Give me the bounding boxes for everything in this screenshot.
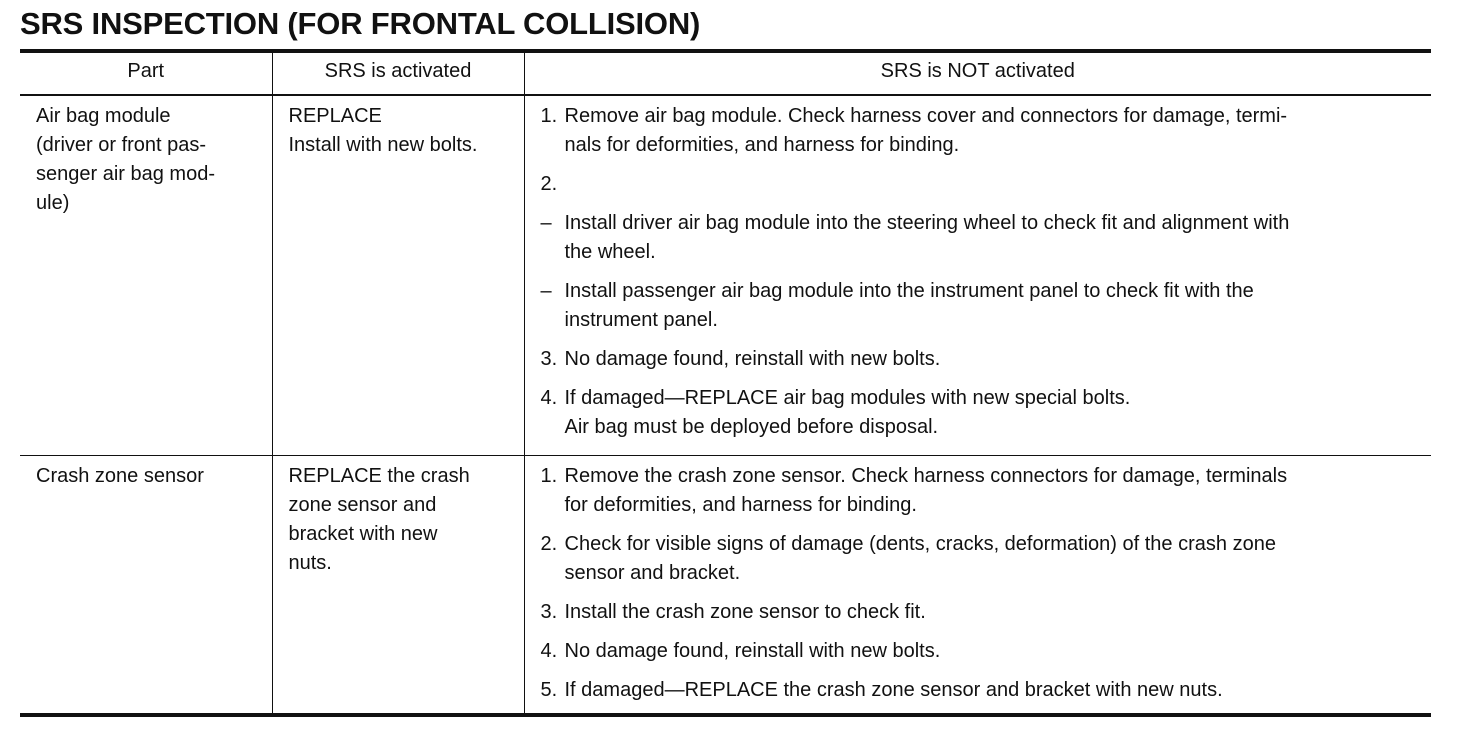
step-marker: 4. xyxy=(540,640,558,662)
activated-instruction: Install with new bolts. xyxy=(288,134,478,156)
header-part: Part xyxy=(20,51,272,95)
part-name: Crash zone sensor xyxy=(36,465,204,487)
step-item xyxy=(541,462,1418,520)
part-name-line: senger air bag mod- xyxy=(36,163,215,185)
part-name-line: ule) xyxy=(36,192,70,214)
step-text: Remove air bag module. Check harness cover and connectors for damage, termi- nals for deformities, and harness for binding. xyxy=(564,105,1288,156)
document-title: SRS INSPECTION (FOR FRONTAL COLLISION) xyxy=(20,6,701,41)
step-item xyxy=(541,170,1418,199)
dash-marker: – xyxy=(540,280,552,302)
part-cell xyxy=(20,95,272,456)
step-marker: 2. xyxy=(540,173,558,195)
step-item xyxy=(541,345,1418,374)
step-item xyxy=(541,384,1418,442)
step-item xyxy=(541,676,1418,705)
header-srs-activated: SRS is activated xyxy=(272,51,524,95)
step-marker: 4. xyxy=(540,387,558,409)
step-item xyxy=(541,530,1418,588)
table-header-row xyxy=(20,51,1431,95)
step-item xyxy=(541,598,1418,627)
step-text xyxy=(565,170,1418,199)
step-marker: 2. xyxy=(540,533,558,555)
step-item xyxy=(541,637,1418,666)
step-text: No damage found, reinstall with new bolts. xyxy=(564,640,941,662)
step-item xyxy=(541,102,1418,160)
part-name-line: Air bag module xyxy=(36,105,171,127)
step-list xyxy=(541,102,1418,442)
activated-action: REPLACE the crash zone sensor and bracket with new nuts. xyxy=(288,465,470,574)
step-text: Install passenger air bag module into the instrument panel to check fit with the instrument panel. xyxy=(564,280,1254,331)
activated-action: REPLACE xyxy=(288,105,382,127)
sub-step-item xyxy=(541,277,1418,335)
not-activated-cell xyxy=(524,456,1431,716)
step-text: If damaged—REPLACE air bag modules with new special bolts. xyxy=(564,387,1131,409)
srs-inspection-table xyxy=(20,49,1431,717)
step-text: Remove the crash zone sensor. Check harness connectors for damage, terminals for deformities, and harness for binding. xyxy=(564,465,1288,516)
sub-step-item xyxy=(541,209,1418,267)
part-cell xyxy=(20,456,272,716)
dash-marker: – xyxy=(540,212,552,234)
step-marker: 3. xyxy=(540,601,558,623)
step-text: Install driver air bag module into the steering wheel to check fit and alignment with the wheel. xyxy=(564,212,1290,263)
not-activated-cell xyxy=(524,95,1431,456)
table-row-crash-zone-sensor xyxy=(20,456,1431,716)
step-text: Check for visible signs of damage (dents, cracks, deformation) of the crash zone sensor and bracket. xyxy=(564,533,1276,584)
step-text: No damage found, reinstall with new bolts. xyxy=(564,348,941,370)
step-marker: 1. xyxy=(540,465,558,487)
part-name-line: (driver or front pas- xyxy=(36,134,207,156)
table-row-air-bag-module xyxy=(20,95,1431,456)
step-marker: 3. xyxy=(540,348,558,370)
step-list xyxy=(541,462,1418,705)
step-marker: 5. xyxy=(540,679,558,701)
activated-cell xyxy=(272,95,524,456)
step-text: Install the crash zone sensor to check fit. xyxy=(564,601,926,623)
activated-cell xyxy=(272,456,524,716)
header-srs-not-activated: SRS is NOT activated xyxy=(524,51,1431,95)
step-text: If damaged—REPLACE the crash zone sensor and bracket with new nuts. xyxy=(564,679,1223,701)
srs-inspection-table-container xyxy=(20,49,1431,717)
step-note: Air bag must be deployed before disposal. xyxy=(564,416,939,438)
step-marker: 1. xyxy=(540,105,558,127)
